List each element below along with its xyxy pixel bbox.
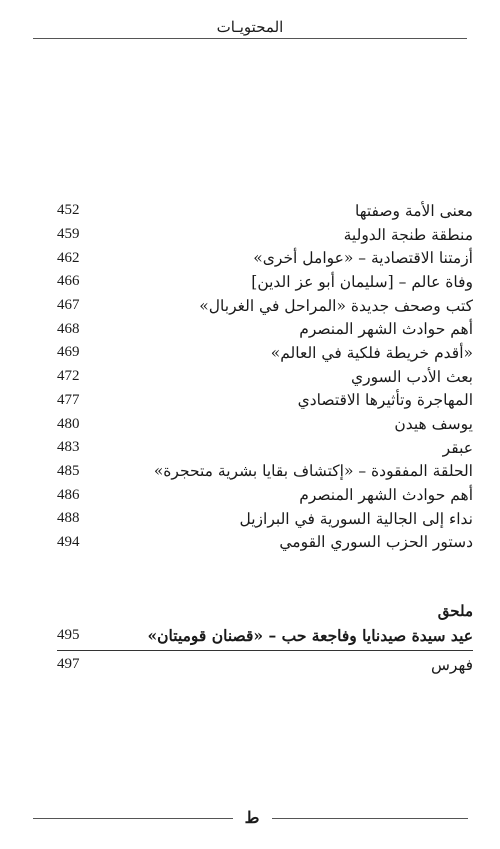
toc-entry-title: معنى الأمة وصفتها — [354, 201, 473, 220]
appendix-entry-title: فهرس — [430, 655, 473, 674]
page-footer — [0, 808, 500, 828]
appendix-section — [57, 598, 473, 676]
appendix-rule — [57, 650, 473, 651]
toc-entry — [57, 246, 473, 270]
toc-entry — [57, 483, 473, 507]
toc-entry-title: «أقدم خريطة فلكية في العالم» — [270, 343, 473, 362]
toc-entry-page: 485 — [57, 462, 80, 479]
page-number-letter: ط — [244, 808, 260, 827]
toc-entry — [57, 341, 473, 365]
toc-entry-title: الحلقة المفقودة – «إكتشاف بقايا بشرية متحجرة» — [153, 462, 473, 481]
toc-entry-title: منطقة طنجة الدولية — [343, 225, 473, 244]
toc-entry-page: 480 — [57, 415, 80, 432]
toc-entry-title: أهم حوادث الشهر المنصرم — [299, 320, 473, 339]
toc-entry-title: عبقر — [442, 438, 473, 457]
toc-entry-title: أزمتنا الاقتصادية – «عوامل أخرى» — [253, 249, 473, 268]
appendix-entry-page: 497 — [57, 656, 80, 673]
toc-entry — [57, 436, 473, 460]
table-of-contents — [57, 199, 473, 554]
appendix-entry-title: عيد سيدة صيدنايا وفاجعة حب – «قصنان قوميتان» — [147, 626, 473, 646]
toc-entry — [57, 460, 473, 484]
toc-entry-page: 472 — [57, 368, 80, 385]
toc-entry-page: 466 — [57, 273, 80, 290]
toc-entry — [57, 507, 473, 531]
toc-entry-page: 488 — [57, 510, 80, 527]
toc-entry-page: 468 — [57, 320, 80, 337]
toc-entry-page: 452 — [57, 202, 80, 219]
toc-entry — [57, 223, 473, 247]
running-header: المحتويـات — [216, 18, 284, 36]
toc-entry — [57, 270, 473, 294]
appendix-entry — [57, 653, 473, 677]
toc-entry-page: 486 — [57, 486, 80, 503]
toc-entry-title: وفاة عالم – [سليمان أبو عز الدين] — [251, 272, 473, 291]
toc-entry-title: كتب وصحف جديدة «المراحل في الغربال» — [199, 296, 473, 315]
toc-entry-title: يوسف هيدن — [394, 415, 473, 434]
toc-entry — [57, 294, 473, 318]
toc-entry-title: أهم حوادث الشهر المنصرم — [299, 486, 473, 505]
toc-entry-page: 477 — [57, 391, 80, 408]
toc-entry — [57, 531, 473, 555]
appendix-entry — [57, 624, 473, 648]
toc-entry-title: دستور الحزب السوري القومي — [279, 533, 473, 552]
toc-entry — [57, 389, 473, 413]
appendix-entry-page: 495 — [57, 627, 80, 644]
toc-entry — [57, 365, 473, 389]
toc-entry-page: 483 — [57, 439, 80, 456]
toc-entry-page: 459 — [57, 226, 80, 243]
toc-entry-title: المهاجرة وتأثيرها الاقتصادي — [297, 391, 473, 410]
appendix-heading: ملحق — [437, 602, 473, 620]
footer-rule-left — [33, 818, 233, 819]
toc-entry-page: 467 — [57, 297, 80, 314]
toc-entry — [57, 199, 473, 223]
toc-entry-page: 494 — [57, 533, 80, 550]
footer-rule-right — [272, 818, 468, 819]
header-rule — [33, 38, 467, 39]
toc-entry-page: 462 — [57, 249, 80, 266]
toc-entry-title: بعث الأدب السوري — [351, 367, 473, 386]
toc-entry — [57, 412, 473, 436]
toc-entry-title: نداء إلى الجالية السورية في البرازيل — [239, 509, 473, 528]
toc-entry — [57, 317, 473, 341]
toc-entry-page: 469 — [57, 344, 80, 361]
